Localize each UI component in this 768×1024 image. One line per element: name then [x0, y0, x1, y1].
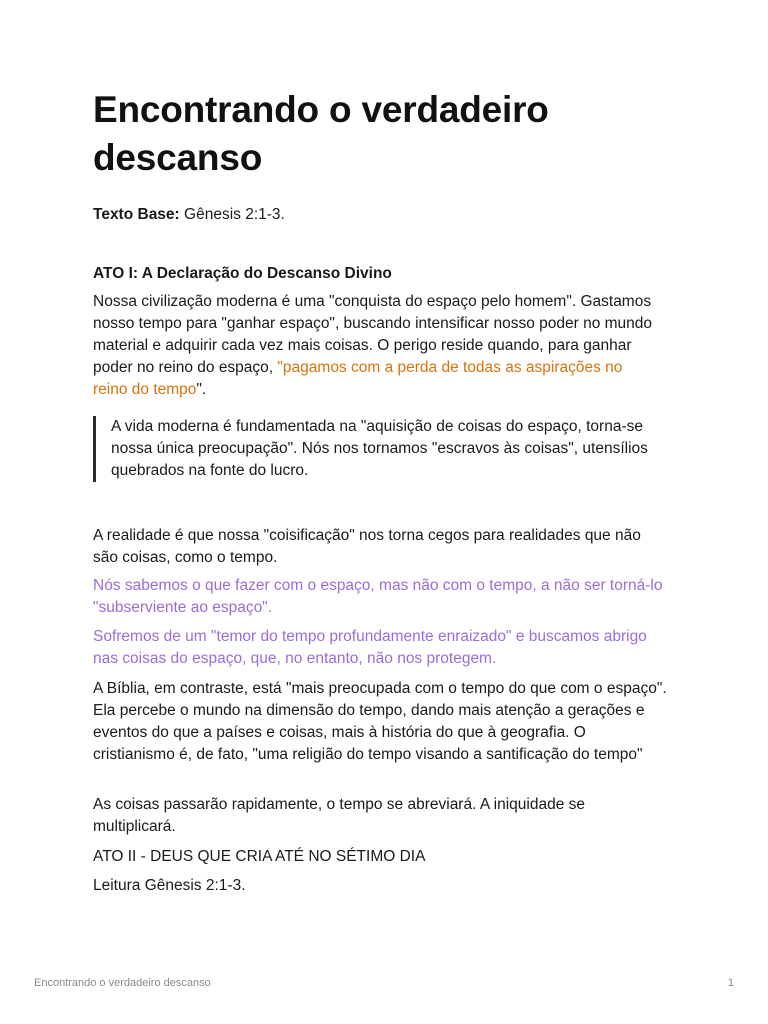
- paragraph-1-end: ".: [196, 381, 207, 398]
- paragraph-3: Nós sabemos o que fazer com o espaço, mas não com o tempo, a não ser torná-lo "subserviente ao espaço".: [93, 577, 663, 616]
- page-footer: [34, 977, 734, 989]
- paragraph-4: Sofremos de um "temor do tempo profundamente enraizado" e buscamos abrigo nas coisas do espaço, que, no entanto, não nos protegem.: [93, 628, 647, 667]
- paragraph-7: ATO II - DEUS QUE CRIA ATÉ NO SÉTIMO DIA: [93, 848, 426, 865]
- texto-base: [93, 204, 285, 226]
- paragraph-8: Leitura Gênesis 2:1-3.: [93, 877, 246, 894]
- paragraph-6: As coisas passarão rapidamente, o tempo se abreviará. A iniquidade se multiplicará.: [93, 796, 585, 835]
- texto-base-label: Texto Base:: [93, 206, 180, 223]
- ato1-heading: ATO I: A Declaração do Descanso Divino: [93, 265, 392, 282]
- texto-base-value: Gênesis 2:1-3.: [179, 206, 285, 223]
- blockquote: [93, 416, 686, 482]
- blockquote-text: A vida moderna é fundamentada na "aquisição de coisas do espaço, torna-se nossa única preocupação". Nós nos tornamos "escravos às coisas", utensílios quebrados na fonte do lucro.: [111, 418, 648, 479]
- footer-title: Encontrando o verdadeiro descanso: [34, 977, 211, 989]
- document-page: [93, 86, 673, 894]
- page-title: Encontrando o verdadeiro descanso: [93, 89, 549, 178]
- paragraph-1-text: Nossa civilização moderna é uma "conquista do espaço pelo homem". Gastamos nosso tempo para "ganhar espaço", buscando intensificar nosso poder no mundo material e adquirir cada vez mais coisas. O perigo reside quando, para ganhar poder no reino do espaço,: [93, 293, 653, 376]
- paragraph-1: [93, 291, 653, 401]
- paragraph-1-highlight: "pagamos com a perda de todas as aspirações no reino do tempo: [93, 359, 623, 398]
- paragraph-5: A Bíblia, em contraste, está "mais preocupada com o tempo do que com o espaço". Ela percebe o mundo na dimensão do tempo, dando mais atenção a gerações e eventos do que a países e coisas, mais à história do que à geografia. O cristianismo é, de fato, "uma religião do tempo visando a santificação do tempo": [93, 680, 667, 763]
- page-number: 1: [727, 977, 734, 989]
- paragraph-2: A realidade é que nossa "coisificação" nos torna cegos para realidades que não são coisas, como o tempo.: [93, 527, 641, 566]
